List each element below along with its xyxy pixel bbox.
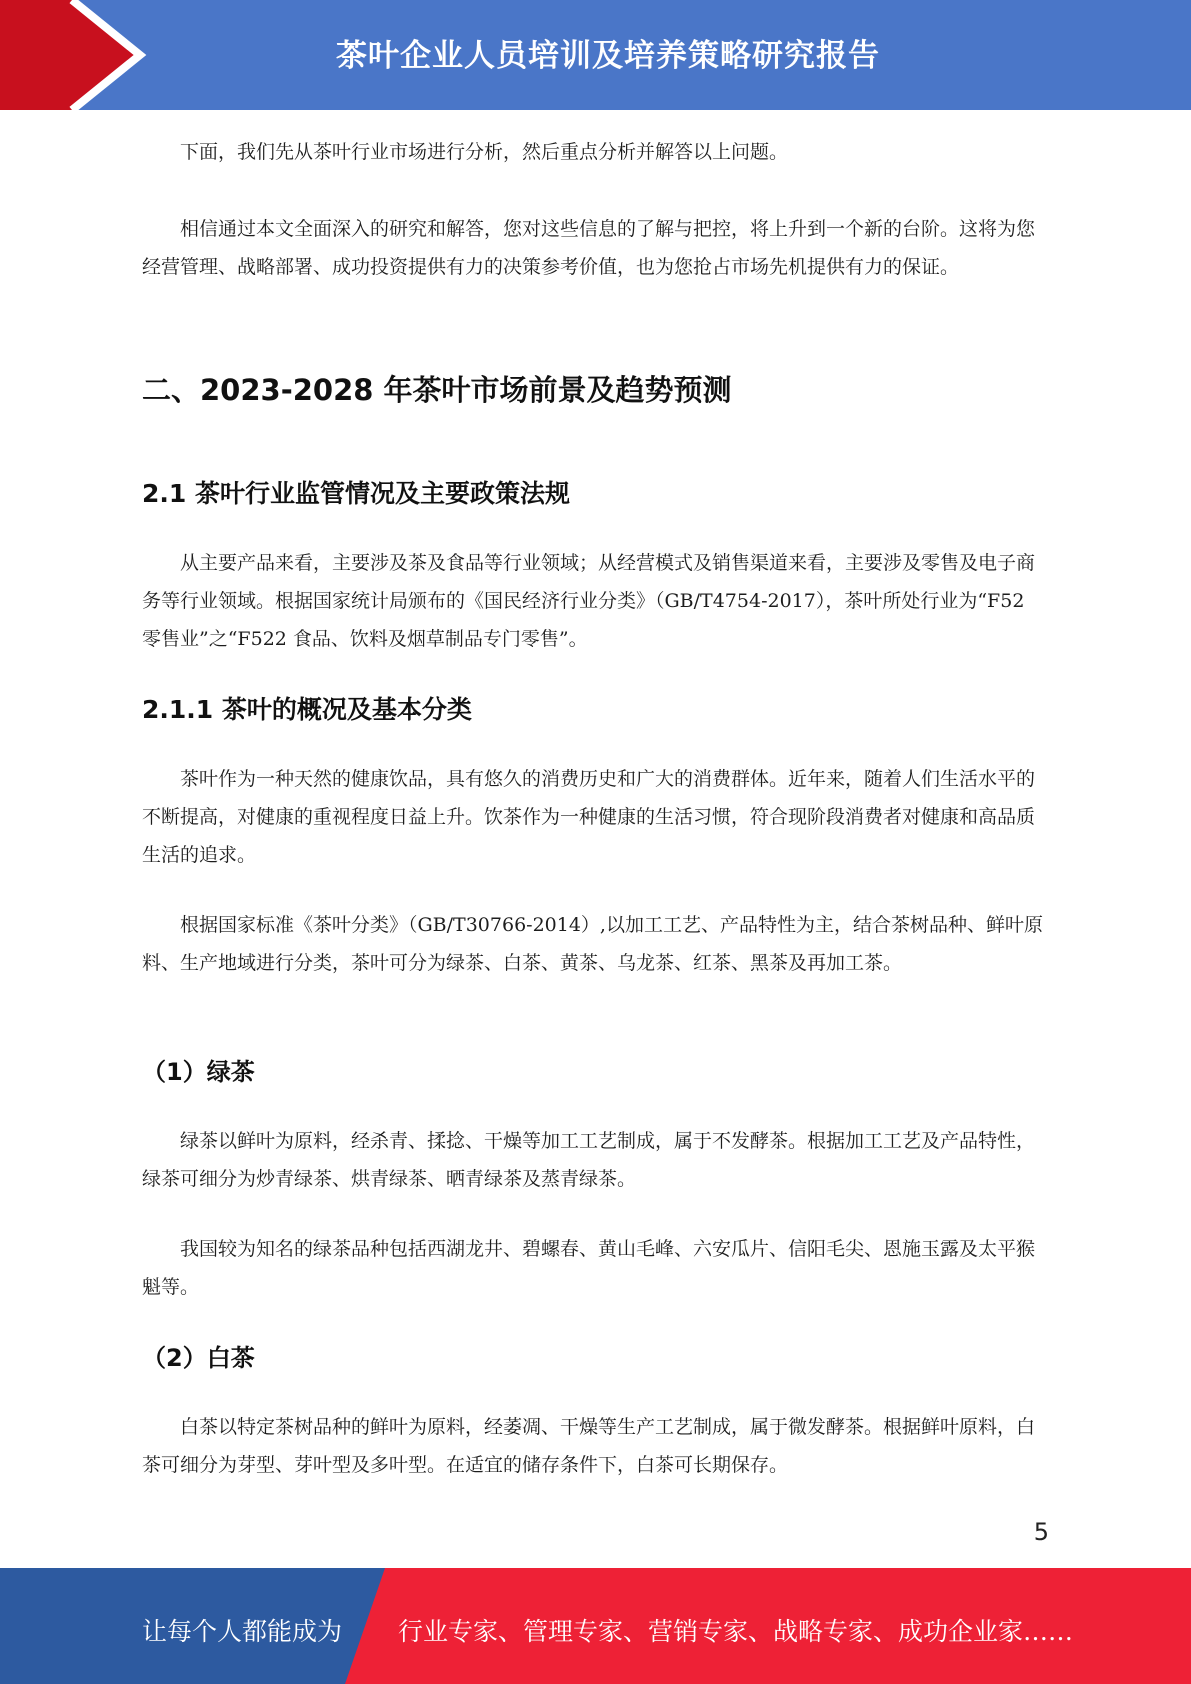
paragraph-classification: 根据国家标准《茶叶分类》（GB/T30766-2014）,以加工工艺、产品特性为主，结合茶树品种、鲜叶原料、生产地域进行分类，茶叶可分为绿茶、白茶、黄茶、乌龙茶、红茶、黑茶及再加工茶。: [142, 914, 1043, 974]
paragraph-green-tea: 绿茶以鲜叶为原料，经杀青、揉捻、干燥等加工工艺制成，属于不发酵茶。根据加工工艺及产品特性，绿茶可细分为炒青绿茶、烘青绿茶、晒青绿茶及蒸青绿茶。: [142, 1130, 1036, 1190]
page-number: 5: [1033, 1518, 1049, 1546]
paragraph-white-tea: 白茶以特定茶树品种的鲜叶为原料，经萎凋、干燥等生产工艺制成，属于微发酵茶。根据鲜叶原料，白茶可细分为芽型、芽叶型及多叶型。在适宜的储存条件下，白茶可长期保存。: [142, 1416, 1036, 1476]
footer-slogan-left: 让每个人都能成为: [142, 1617, 343, 1646]
paragraph-overview: 茶叶作为一种天然的健康饮品，具有悠久的消费历史和广大的消费群体。近年来，随着人们生活水平的不断提高，对健康的重视程度日益上升。饮茶作为一种健康的生活习惯，符合现阶段消费者对健康和高品质生活的追求。: [142, 768, 1036, 866]
header-title: 茶叶企业人员培训及培养策略研究报告: [336, 38, 880, 74]
paragraph-regulation: 从主要产品来看，主要涉及茶及食品等行业领域；从经营模式及销售渠道来看，主要涉及零售及电子商务等行业领域。根据国家统计局颁布的《国民经济行业分类》（GB/T4754-2017），茶叶所处行业为“F52 零售业”之“F522 食品、饮料及烟草制品专门零售”。: [142, 552, 1036, 650]
page-footer: [0, 1568, 1191, 1684]
paragraph-intro: 下面，我们先从茶叶行业市场进行分析，然后重点分析并解答以上问题。: [180, 141, 789, 163]
heading-green-tea: （1）绿茶: [142, 1058, 255, 1086]
section-heading: 二、2023-2028 年茶叶市场前景及趋势预测: [142, 373, 732, 407]
heading-white-tea: （2）白茶: [142, 1344, 255, 1372]
subsection-heading-2-1-1: 2.1.1 茶叶的概况及基本分类: [142, 695, 472, 724]
paragraph-value: 相信通过本文全面深入的研究和解答，您对这些信息的了解与把控，将上升到一个新的台阶。这将为您经营管理、战略部署、成功投资提供有力的决策参考价值，也为您抢占市场先机提供有力的保证。: [142, 218, 1036, 278]
page-header: [0, 0, 1191, 110]
footer-slogan-right: 行业专家、管理专家、营销专家、战略专家、成功企业家……: [398, 1617, 1074, 1646]
subsection-heading-2-1: 2.1 茶叶行业监管情况及主要政策法规: [142, 479, 570, 508]
paragraph-green-tea-varieties: 我国较为知名的绿茶品种包括西湖龙井、碧螺春、黄山毛峰、六安瓜片、信阳毛尖、恩施玉露及太平猴魁等。: [142, 1238, 1036, 1298]
